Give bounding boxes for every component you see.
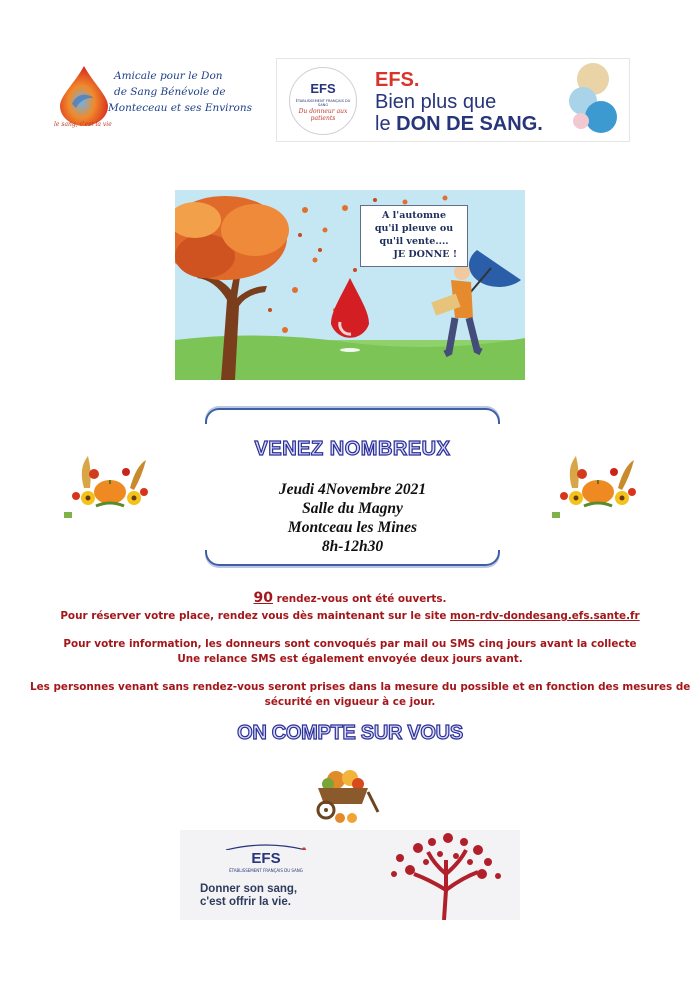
reserve-text: Pour réserver votre place, rendez vous dès maintenant sur le site <box>60 610 450 622</box>
efs-banner-line-3-prefix: le <box>375 113 397 135</box>
event-city: Montceau les Mines <box>287 519 418 536</box>
bubble-line-1: A l'automne <box>382 210 446 221</box>
frame-top-border <box>205 408 500 424</box>
efs-banner-text <box>375 69 543 135</box>
amicale-line-3: Monteceau et ses Environs <box>108 102 253 114</box>
notice-line-2: Une relance SMS est également envoyée deux jours avant. <box>177 653 523 665</box>
efs-badge-title: EFS <box>310 81 336 96</box>
walkin-line-2: sécurité en vigueur à ce jour. <box>264 696 436 708</box>
efs-banner-top <box>276 58 630 142</box>
reserve-site-link[interactable]: mon-rdv-dondesang.efs.sante.fr <box>450 610 640 622</box>
walkin-line-1: Les personnes venant sans rendez-vous seront prises dans la mesure du possible et en fonction des mesures de <box>30 681 691 693</box>
autumn-bouquet-left-icon <box>64 448 156 518</box>
bubble-line-4: JE DONNE ! <box>393 249 457 260</box>
efs-bottom-logo <box>220 844 312 873</box>
amicale-line-2: de Sang Bénévole de <box>114 86 226 98</box>
speech-bubble <box>360 205 468 267</box>
efs-bottom-slogan <box>200 883 297 909</box>
appointments-count: 90 <box>253 590 273 606</box>
notice-line-1: Pour votre information, les donneurs sont convoqués par mail ou SMS cinq jours avant la collecte <box>63 638 637 650</box>
efs-banner-line-3-bold: DON DE SANG. <box>396 113 543 135</box>
event-hours: 8h-12h30 <box>321 538 384 555</box>
harvest-cart-icon <box>306 762 382 826</box>
event-heading: VENEZ NOMBREUX <box>254 438 451 460</box>
autumn-bouquet-right-icon <box>552 448 644 518</box>
event-date: Jeudi 4Novembre 2021 <box>278 481 427 498</box>
bubble-line-2: qu'il pleuve ou <box>374 223 454 234</box>
slogan-line-2: c'est offrir la vie. <box>200 896 291 908</box>
efs-badge-subtitle: ÉTABLISSEMENT FRANÇAIS DU SANG <box>295 99 351 107</box>
autumn-illustration <box>175 190 525 380</box>
amicale-circular-text: le sang, c'est la vie <box>54 121 112 128</box>
efs-bottom-title: EFS <box>251 850 281 867</box>
blood-tree-icon <box>370 830 520 920</box>
efs-banner-photo-icon <box>559 61 623 137</box>
efs-banner-line-2: Bien plus que <box>375 91 497 113</box>
efs-bottom-subtitle: ÉTABLISSEMENT FRANÇAIS DU SANG <box>229 868 303 873</box>
amicale-logo <box>52 64 253 136</box>
efs-badge <box>289 67 357 135</box>
blood-drop-logo-icon <box>54 64 114 126</box>
amicale-line-1: Amicale pour le Don <box>114 70 223 82</box>
efs-badge-handwriting: Du donneur aux patients <box>298 108 348 122</box>
bubble-line-3: qu'il vente.... <box>379 236 449 247</box>
efs-banner-line-1: EFS. <box>375 69 420 91</box>
efs-banner-bottom <box>180 830 520 920</box>
appointments-suffix: rendez-vous ont été ouverts. <box>272 593 447 605</box>
event-venue: Salle du Magny <box>302 500 403 517</box>
appointments-line <box>30 591 670 607</box>
closing-heading: ON COMPTE SUR VOUS <box>237 722 463 744</box>
reserve-line <box>30 609 670 624</box>
slogan-line-1: Donner son sang, <box>200 883 298 895</box>
